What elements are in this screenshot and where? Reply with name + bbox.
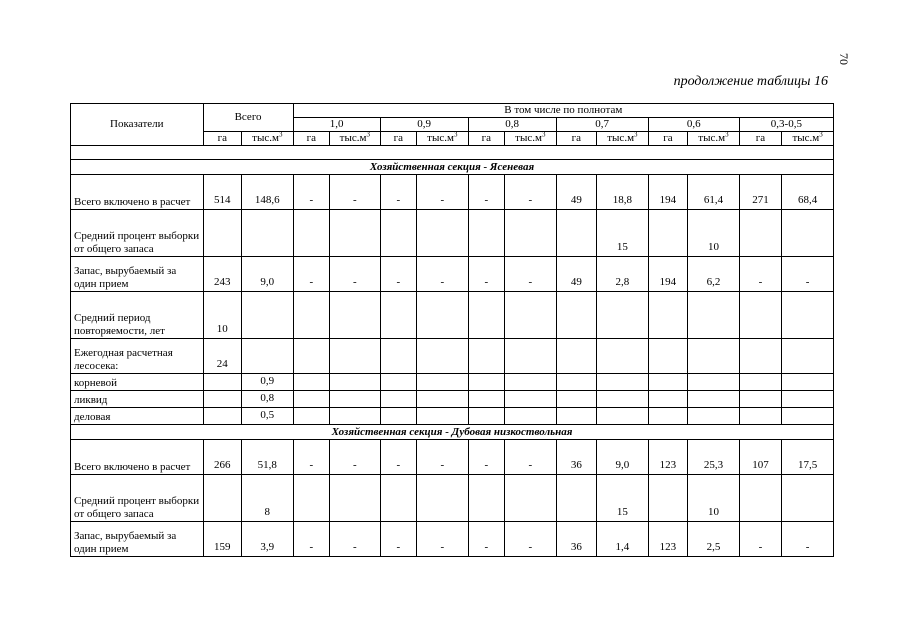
table-cell bbox=[739, 210, 781, 257]
table-cell bbox=[241, 339, 293, 374]
table-cell bbox=[556, 408, 596, 425]
table-cell bbox=[203, 391, 241, 408]
table-cell: 24 bbox=[203, 339, 241, 374]
table-cell: 0,8 bbox=[241, 391, 293, 408]
table-cell bbox=[203, 475, 241, 522]
table-cell bbox=[505, 292, 557, 339]
table-cell: - bbox=[468, 522, 504, 557]
table-cell: - bbox=[417, 257, 469, 292]
row-label: корневой bbox=[71, 374, 204, 391]
table-cell bbox=[556, 374, 596, 391]
table-cell: - bbox=[380, 257, 416, 292]
table-cell: - bbox=[380, 522, 416, 557]
table-cell bbox=[293, 339, 329, 374]
table-cell bbox=[648, 374, 687, 391]
table-cell bbox=[380, 374, 416, 391]
table-cell bbox=[293, 408, 329, 425]
table-cell: - bbox=[739, 257, 781, 292]
unit-m3: $тыс.м^3$ bbox=[505, 132, 557, 146]
table-cell: 51,8 bbox=[241, 440, 293, 475]
table-cell bbox=[648, 292, 687, 339]
table-cell bbox=[688, 292, 740, 339]
table-cell bbox=[330, 210, 381, 257]
table-cell: 10 bbox=[688, 475, 740, 522]
table-row bbox=[71, 210, 834, 257]
table-cell: - bbox=[330, 440, 381, 475]
table-row bbox=[71, 339, 834, 374]
table-cell: 148,6 bbox=[241, 175, 293, 210]
table-cell: 107 bbox=[739, 440, 781, 475]
table-cell bbox=[203, 374, 241, 391]
table-cell: - bbox=[293, 440, 329, 475]
table-cell bbox=[468, 391, 504, 408]
table-cell: - bbox=[739, 522, 781, 557]
unit-ha: га bbox=[203, 132, 241, 146]
table-row bbox=[71, 175, 834, 210]
table-cell bbox=[782, 475, 834, 522]
header-density-3: 0,8 bbox=[468, 118, 556, 132]
table-cell bbox=[782, 292, 834, 339]
table-cell: 9,0 bbox=[597, 440, 649, 475]
unit-m3-text: тыс.м bbox=[792, 132, 820, 144]
table-cell bbox=[556, 475, 596, 522]
table-cell: 123 bbox=[648, 440, 687, 475]
table-cell: - bbox=[380, 175, 416, 210]
unit-m3: $тыс.м^3$ bbox=[597, 132, 649, 146]
table-cell bbox=[556, 339, 596, 374]
unit-m3: $тыс.м^3$ bbox=[417, 132, 469, 146]
table-cell: 243 bbox=[203, 257, 241, 292]
table-cell bbox=[739, 475, 781, 522]
table-cell bbox=[782, 374, 834, 391]
table-cell: 271 bbox=[739, 175, 781, 210]
table-cell bbox=[688, 339, 740, 374]
unit-ha: га bbox=[293, 132, 329, 146]
table-cell bbox=[417, 391, 469, 408]
unit-ha: га bbox=[468, 132, 504, 146]
table-cell: 36 bbox=[556, 440, 596, 475]
table-cell bbox=[556, 391, 596, 408]
table-cell: 266 bbox=[203, 440, 241, 475]
table-cell: - bbox=[468, 440, 504, 475]
table-cell: - bbox=[293, 175, 329, 210]
table-row bbox=[71, 440, 834, 475]
unit-m3-text: тыс.м bbox=[339, 132, 367, 144]
table-cell bbox=[468, 374, 504, 391]
table-cell: 36 bbox=[556, 522, 596, 557]
section-title: Хозяйственная секция - Ясеневая bbox=[71, 160, 834, 175]
table-cell bbox=[330, 292, 381, 339]
table-row bbox=[71, 374, 834, 391]
table-cell bbox=[648, 475, 687, 522]
table-cell bbox=[556, 210, 596, 257]
table-cell bbox=[739, 408, 781, 425]
table-cell bbox=[782, 408, 834, 425]
table-cell bbox=[417, 475, 469, 522]
table-cell: 194 bbox=[648, 257, 687, 292]
unit-ha: га bbox=[739, 132, 781, 146]
table-cell: 10 bbox=[688, 210, 740, 257]
unit-ha: га bbox=[380, 132, 416, 146]
unit-m3: $тыс.м^3$ bbox=[241, 132, 293, 146]
table-cell bbox=[648, 408, 687, 425]
table-cell: - bbox=[380, 440, 416, 475]
table-row bbox=[71, 475, 834, 522]
unit-ha: га bbox=[648, 132, 687, 146]
table-cell bbox=[648, 339, 687, 374]
table-cell bbox=[505, 374, 557, 391]
table-cell bbox=[468, 339, 504, 374]
row-label: Всего включено в расчет bbox=[71, 175, 204, 210]
table-cell: 49 bbox=[556, 175, 596, 210]
table-cell bbox=[648, 210, 687, 257]
table-cell: 159 bbox=[203, 522, 241, 557]
header-density-6: 0,3-0,5 bbox=[739, 118, 833, 132]
table-cell bbox=[380, 391, 416, 408]
table-cell bbox=[597, 374, 649, 391]
table-cell: - bbox=[293, 522, 329, 557]
table-cell bbox=[203, 408, 241, 425]
table-cell: 123 bbox=[648, 522, 687, 557]
table-cell bbox=[380, 292, 416, 339]
table-cell bbox=[380, 339, 416, 374]
table-cell bbox=[505, 210, 557, 257]
table-cell: 6,2 bbox=[688, 257, 740, 292]
table-cell bbox=[293, 374, 329, 391]
table-cell: 49 bbox=[556, 257, 596, 292]
table-cell bbox=[241, 210, 293, 257]
table-cell: 0,5 bbox=[241, 408, 293, 425]
header-density-4: 0,7 bbox=[556, 118, 648, 132]
blank-row bbox=[71, 146, 834, 160]
unit-m3-text: тыс.м bbox=[698, 132, 726, 144]
header-including: В том числе по полнотам bbox=[293, 104, 833, 118]
table-cell bbox=[782, 339, 834, 374]
table-cell bbox=[293, 210, 329, 257]
table-cell: - bbox=[330, 257, 381, 292]
table-cell bbox=[330, 408, 381, 425]
table-cell: 15 bbox=[597, 475, 649, 522]
table-cell: - bbox=[293, 257, 329, 292]
table-cell: - bbox=[330, 175, 381, 210]
header-total: Всего bbox=[203, 104, 293, 132]
table-cell bbox=[330, 339, 381, 374]
header-density-1: 1,0 bbox=[293, 118, 380, 132]
table-cell bbox=[505, 391, 557, 408]
table-cell: 25,3 bbox=[688, 440, 740, 475]
continuation-title: продолжение таблицы 16 bbox=[673, 74, 828, 89]
table-cell: 17,5 bbox=[782, 440, 834, 475]
unit-m3: $тыс.м^3$ bbox=[782, 132, 834, 146]
table-row bbox=[71, 292, 834, 339]
table-cell bbox=[505, 475, 557, 522]
row-label: Запас, вырубаемый за один прием bbox=[71, 257, 204, 292]
row-label: ликвид bbox=[71, 391, 204, 408]
row-label: деловая bbox=[71, 408, 204, 425]
table-cell bbox=[468, 292, 504, 339]
table-cell: 68,4 bbox=[782, 175, 834, 210]
table-cell: - bbox=[505, 175, 557, 210]
unit-m3: $тыс.м^3$ bbox=[330, 132, 381, 146]
table-cell: 0,9 bbox=[241, 374, 293, 391]
table-cell bbox=[330, 391, 381, 408]
table-cell: 61,4 bbox=[688, 175, 740, 210]
table-cell: 1,4 bbox=[597, 522, 649, 557]
table-cell bbox=[330, 475, 381, 522]
row-label: Средний процент выборки от общего запаса bbox=[71, 475, 204, 522]
unit-m3-text: тыс.м bbox=[427, 132, 454, 144]
table-cell bbox=[505, 408, 557, 425]
row-label: Средний период повторяемости, лет bbox=[71, 292, 204, 339]
unit-m3-text: тыс.м bbox=[515, 132, 542, 144]
table-cell: - bbox=[505, 257, 557, 292]
table-cell bbox=[597, 408, 649, 425]
table-cell bbox=[556, 292, 596, 339]
table-cell: - bbox=[468, 175, 504, 210]
table-cell bbox=[468, 408, 504, 425]
table-cell: - bbox=[468, 257, 504, 292]
table-cell bbox=[293, 292, 329, 339]
table-cell bbox=[739, 292, 781, 339]
table-cell bbox=[468, 210, 504, 257]
table-cell: 8 bbox=[241, 475, 293, 522]
table-cell bbox=[203, 210, 241, 257]
header-density-2: 0,9 bbox=[380, 118, 468, 132]
table-cell: 10 bbox=[203, 292, 241, 339]
table-cell: - bbox=[782, 257, 834, 292]
table-row bbox=[71, 408, 834, 425]
table-cell: - bbox=[505, 440, 557, 475]
row-label: Средний процент выборки от общего запаса bbox=[71, 210, 204, 257]
table-cell bbox=[597, 292, 649, 339]
header-density-5: 0,6 bbox=[648, 118, 739, 132]
unit-m3-text: тыс.м bbox=[607, 132, 635, 144]
table-cell bbox=[688, 374, 740, 391]
table-cell: - bbox=[505, 522, 557, 557]
table-cell bbox=[782, 391, 834, 408]
table-cell bbox=[597, 391, 649, 408]
table-cell: 18,8 bbox=[597, 175, 649, 210]
forest-table bbox=[70, 103, 834, 557]
table-cell bbox=[241, 292, 293, 339]
unit-m3: $тыс.м^3$ bbox=[688, 132, 740, 146]
table-cell: 2,5 bbox=[688, 522, 740, 557]
table-cell: - bbox=[417, 440, 469, 475]
table-cell bbox=[782, 210, 834, 257]
table-cell: - bbox=[417, 175, 469, 210]
table-cell: - bbox=[330, 522, 381, 557]
row-label: Ежегодная расчетная лесосека: bbox=[71, 339, 204, 374]
unit-ha: га bbox=[556, 132, 596, 146]
table-row bbox=[71, 522, 834, 557]
header-indicators: Показатели bbox=[71, 104, 204, 146]
table-cell bbox=[380, 475, 416, 522]
table-cell bbox=[648, 391, 687, 408]
table-cell: 194 bbox=[648, 175, 687, 210]
table-cell: - bbox=[417, 522, 469, 557]
table-cell bbox=[597, 339, 649, 374]
table-cell bbox=[293, 475, 329, 522]
table-cell bbox=[739, 374, 781, 391]
table-cell bbox=[468, 475, 504, 522]
page-number: 70 bbox=[837, 53, 851, 65]
table-cell bbox=[688, 408, 740, 425]
table-cell bbox=[417, 210, 469, 257]
table-cell bbox=[505, 339, 557, 374]
table-row bbox=[71, 391, 834, 408]
table-cell: - bbox=[782, 522, 834, 557]
table-cell bbox=[330, 374, 381, 391]
table-cell bbox=[417, 408, 469, 425]
row-label: Всего включено в расчет bbox=[71, 440, 204, 475]
table-cell bbox=[417, 374, 469, 391]
section-title: Хозяйственная секция - Дубовая низкоствольная bbox=[71, 425, 834, 440]
table-cell: 3,9 bbox=[241, 522, 293, 557]
table-cell bbox=[417, 339, 469, 374]
table-cell bbox=[293, 391, 329, 408]
table-cell bbox=[739, 339, 781, 374]
table-cell: 15 bbox=[597, 210, 649, 257]
table-cell bbox=[380, 408, 416, 425]
table-cell bbox=[688, 391, 740, 408]
table-cell: 514 bbox=[203, 175, 241, 210]
table-cell: 9,0 bbox=[241, 257, 293, 292]
row-label: Запас, вырубаемый за один прием bbox=[71, 522, 204, 557]
table-cell: 2,8 bbox=[597, 257, 649, 292]
table-cell bbox=[380, 210, 416, 257]
table-cell bbox=[739, 391, 781, 408]
table-row bbox=[71, 257, 834, 292]
unit-m3-text: тыс.м bbox=[252, 132, 279, 144]
table-cell bbox=[417, 292, 469, 339]
